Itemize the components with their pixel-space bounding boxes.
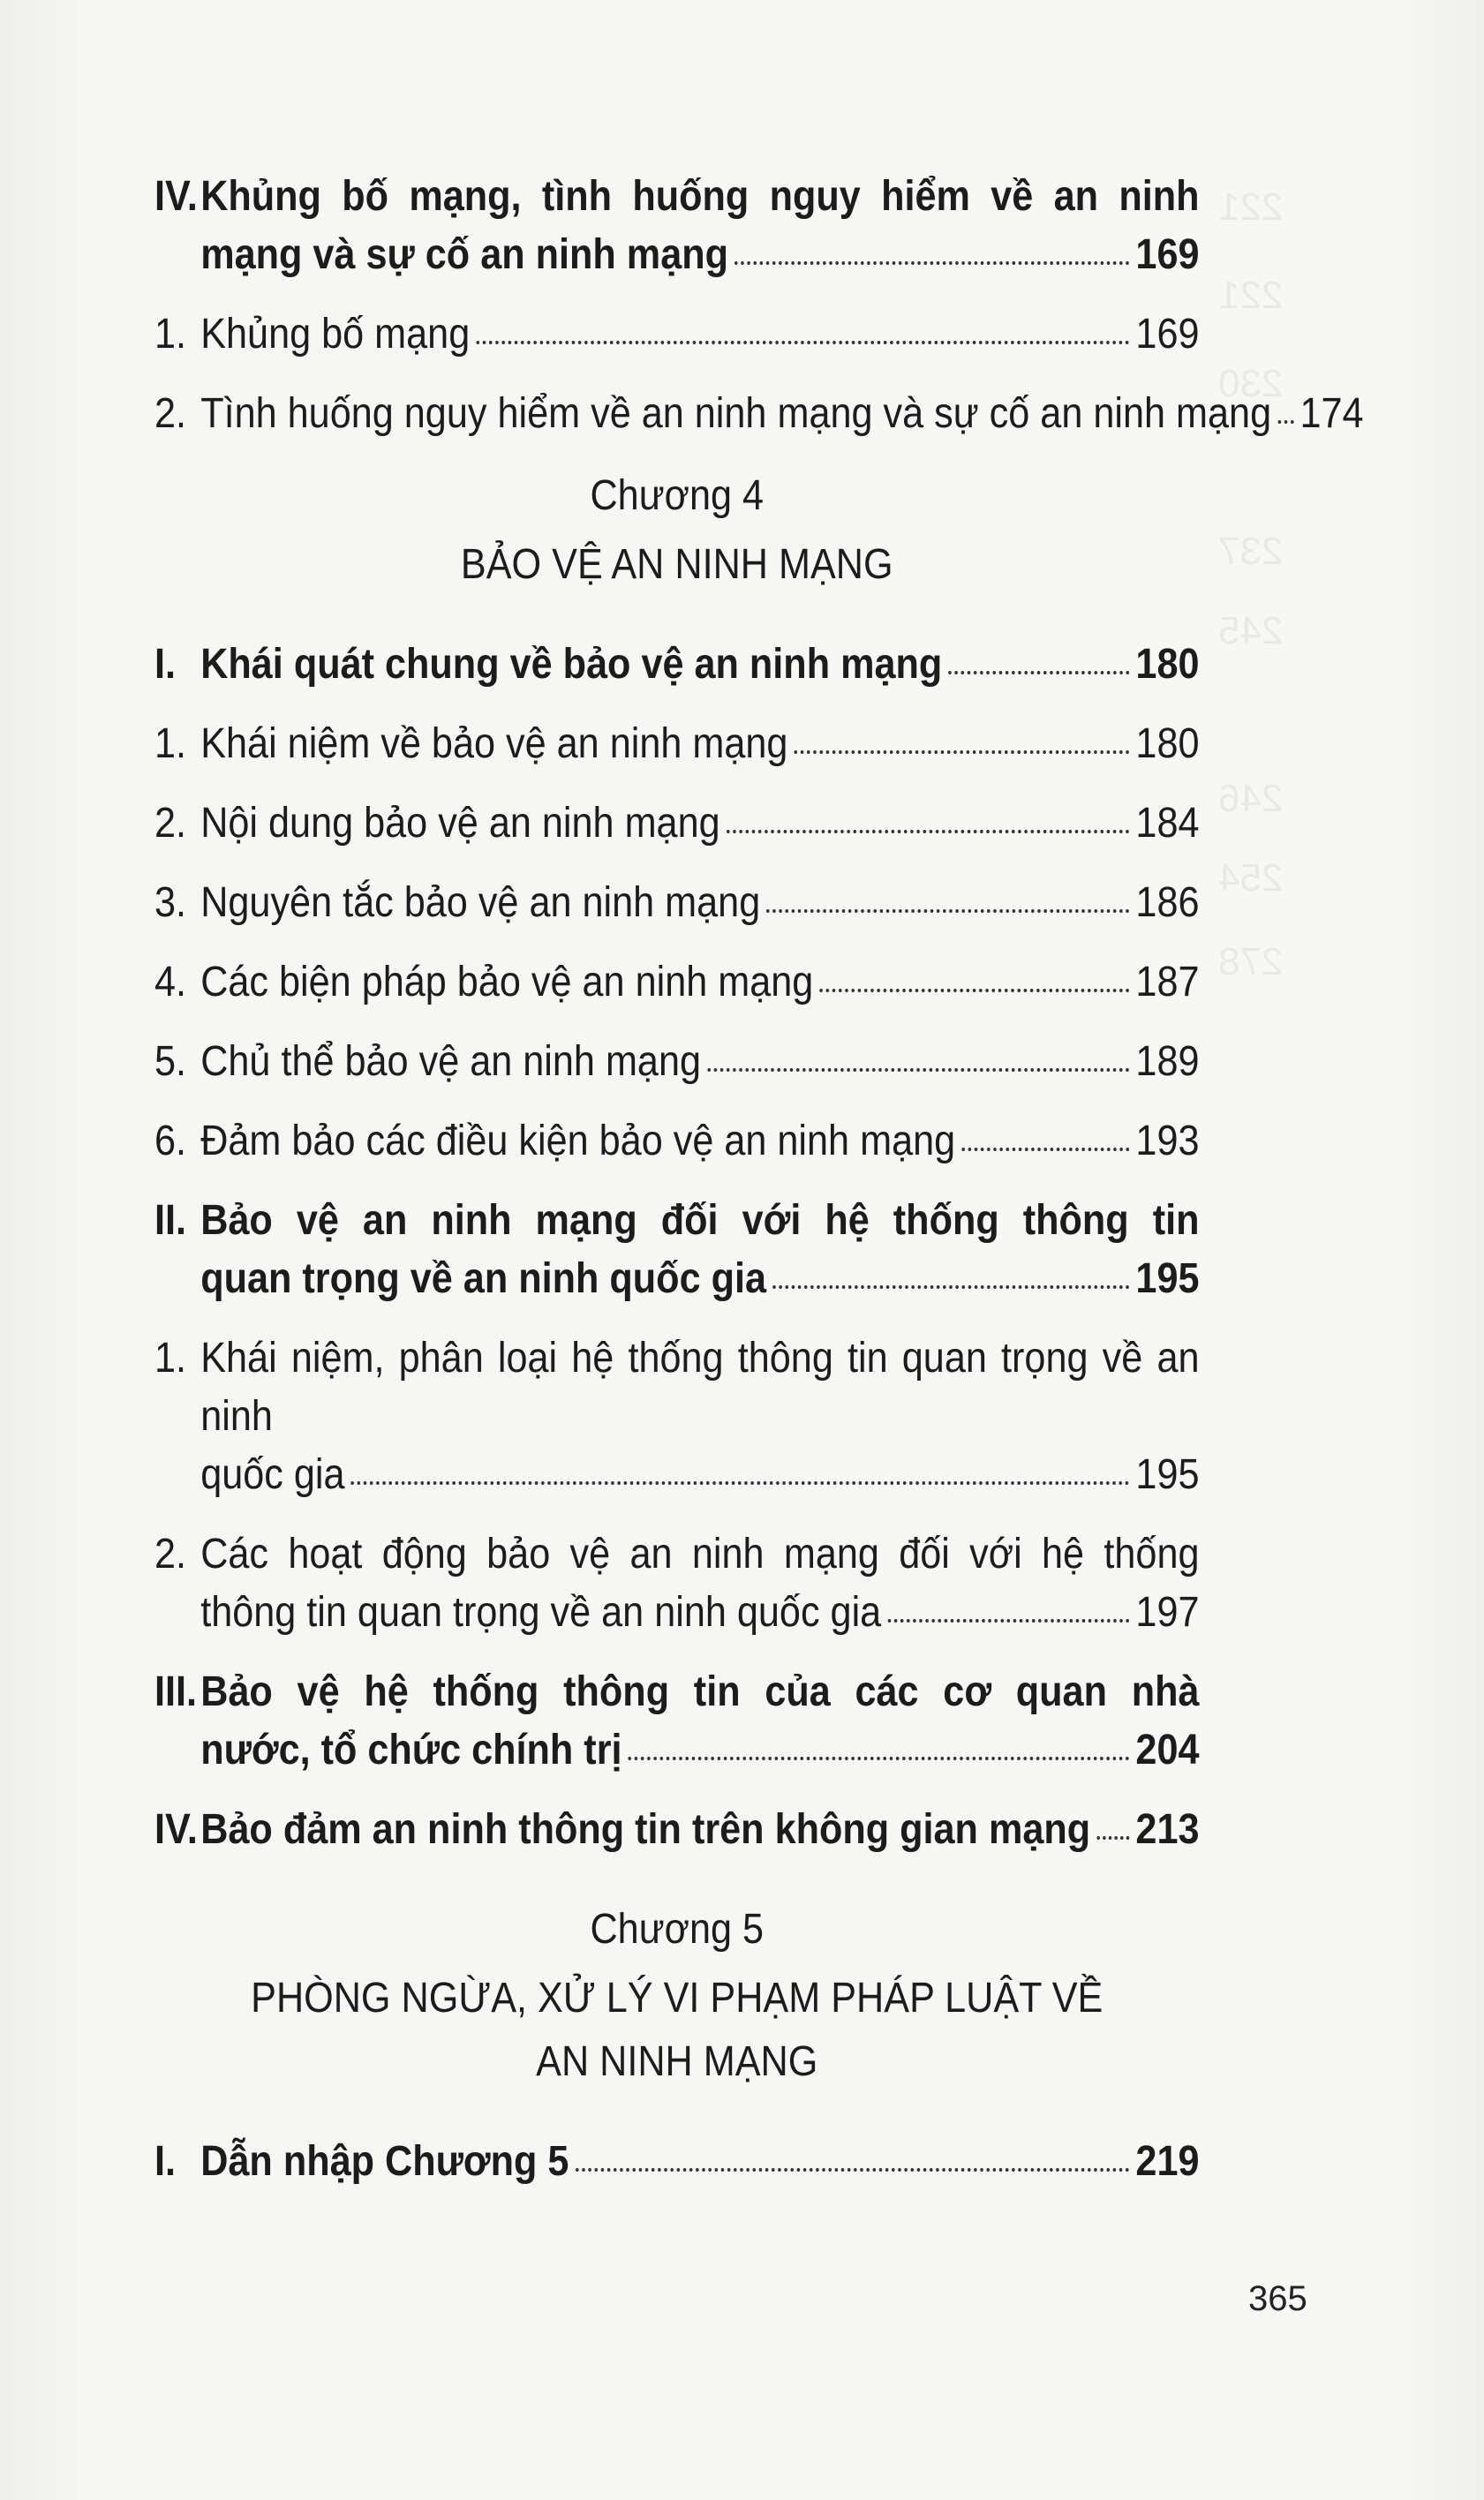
dot-leader [766, 909, 1129, 913]
toc-entry-row [154, 1112, 1200, 1171]
toc-entry-page: 195 [1135, 1255, 1200, 1302]
toc-section-chapter5 [154, 2133, 1200, 2191]
toc-entry-title-line: Bảo vệ an ninh mạng đối với hệ thống thông tin [200, 1197, 1200, 1244]
bleed-through: 221 [1218, 185, 1284, 229]
toc-entry-last-line [200, 794, 1199, 853]
toc-entry-body [200, 1112, 1199, 1171]
toc-entry-number: IV. [154, 173, 198, 220]
toc-entry-page: 180 [1135, 720, 1200, 767]
toc-entry-title: thông tin quan trọng về an ninh quốc gia [200, 1589, 882, 1636]
dot-leader [820, 989, 1130, 992]
toc-entry-number: 2. [154, 1531, 187, 1578]
toc-entry-body [200, 1192, 1199, 1308]
toc-entry-last-line [200, 1801, 1199, 1859]
toc-entry [154, 1801, 1200, 1859]
toc-entry-last-line [200, 1584, 1199, 1642]
toc-entry-last-line [200, 305, 1199, 364]
toc-entry-row [154, 1033, 1200, 1091]
toc-entry-title: nước, tổ chức chính trị [200, 1727, 622, 1773]
toc-entry-title: Tình huống nguy hiểm về an ninh mạng và sự cố an ninh mạng [200, 390, 1272, 437]
chapter-4-label: Chương 4 [590, 472, 765, 519]
dot-leader [887, 1619, 1129, 1623]
toc-entry-row [154, 1663, 1200, 1780]
toc-entry-body [200, 1033, 1199, 1091]
toc-entry-page: 187 [1135, 959, 1200, 1005]
toc-entry-number: II. [154, 1197, 187, 1244]
toc-entry-page: 184 [1135, 800, 1200, 847]
toc-entry-title: Khái quát chung về bảo vệ an ninh mạng [200, 641, 943, 688]
dot-leader [351, 1481, 1129, 1485]
bleed-through: 237 [1218, 530, 1284, 573]
toc-entry-title-line: Các hoạt động bảo vệ an ninh mạng đối với hệ thống [200, 1531, 1200, 1578]
toc-entry-last-line [200, 715, 1199, 773]
page-number: 365 [1248, 2279, 1307, 2318]
toc-entry-last-line [200, 1112, 1199, 1171]
toc-entry-page: 219 [1135, 2138, 1200, 2185]
dot-leader [961, 1148, 1129, 1151]
toc-entry-number: IV. [154, 1806, 198, 1853]
toc-entry-row [154, 715, 1200, 773]
toc-entry-body [200, 874, 1199, 932]
bleed-through: 245 [1218, 609, 1284, 652]
toc-entry [154, 953, 1200, 1012]
toc-entry-title-line: Khái niệm, phân loại hệ thống thông tin quan trọng về an ninh [200, 1335, 1200, 1440]
toc-entry [154, 1525, 1200, 1642]
toc-entry-title: Bảo đảm an ninh thông tin trên không gian mạng [200, 1806, 1091, 1853]
toc-entry-row [154, 636, 1200, 694]
toc-entry-last-line [200, 1721, 1199, 1780]
dot-leader [949, 671, 1130, 674]
toc-entry [154, 2133, 1200, 2191]
toc-entry-page: 189 [1135, 1038, 1200, 1085]
toc-entry-row [154, 1525, 1200, 1642]
toc-entry-title: Dẫn nhập Chương 5 [200, 2138, 569, 2185]
toc-entry-page: 186 [1135, 879, 1200, 926]
toc-entry-last-line [200, 1446, 1199, 1504]
bleed-through: 254 [1218, 856, 1284, 900]
dot-leader [1096, 1836, 1129, 1840]
toc-entry-row [154, 794, 1200, 853]
toc-entry-title: quan trọng về an ninh quốc gia [200, 1255, 767, 1302]
dot-leader [576, 2168, 1130, 2172]
toc-entry-body [200, 305, 1199, 364]
toc-entry-row [154, 1192, 1200, 1308]
toc-entry-title: Khủng bố mạng [200, 311, 471, 358]
toc-entry-body [200, 168, 1199, 284]
toc-entry-title: Đảm bảo các điều kiện bảo vệ an ninh mạng [200, 1118, 956, 1164]
toc-entry-last-line [200, 2133, 1199, 2191]
dot-leader [734, 261, 1129, 265]
toc-entry-last-line [200, 874, 1199, 932]
toc-entry-body [200, 385, 1364, 443]
toc-entry-last-line [200, 226, 1199, 284]
toc-entry-page: 169 [1135, 231, 1200, 278]
toc-entry [154, 1112, 1200, 1171]
toc-entry-page: 204 [1135, 1727, 1200, 1773]
toc-entry-number: 6. [154, 1118, 187, 1164]
toc-entry-row [154, 1329, 1200, 1504]
toc-entry-last-line [200, 1033, 1199, 1091]
toc-entry-page: 213 [1135, 1806, 1200, 1853]
toc-entry-row [154, 305, 1200, 364]
toc-entry-number: III. [154, 1668, 198, 1715]
toc-entry-body [200, 1525, 1199, 1642]
chapter-4-heading [154, 464, 1200, 597]
dot-leader [629, 1757, 1130, 1760]
toc-section-chapter4 [154, 636, 1200, 1859]
toc-entry [154, 1192, 1200, 1308]
toc-entry-page: 169 [1135, 311, 1200, 358]
dot-leader [1277, 420, 1293, 424]
dot-leader [772, 1285, 1129, 1289]
toc-entry-title: Các biện pháp bảo vệ an ninh mạng [200, 959, 814, 1005]
toc-entry-page: 197 [1135, 1589, 1200, 1636]
toc-entry-title-line: Bảo vệ hệ thống thông tin của các cơ quan nhà [200, 1668, 1200, 1715]
toc-entry-last-line [200, 385, 1364, 443]
toc-entry-title: quốc gia [200, 1451, 345, 1498]
toc-entry-row [154, 2133, 1200, 2191]
toc-entry-body [200, 715, 1199, 773]
toc-entry-last-line [200, 953, 1199, 1012]
bleed-through: 221 [1218, 274, 1284, 317]
toc-entry-number: 4. [154, 959, 187, 1005]
toc-entry-row [154, 874, 1200, 932]
toc-entry [154, 1033, 1200, 1091]
toc-entry-last-line [200, 636, 1199, 694]
toc-entry-body [200, 1663, 1199, 1780]
toc-entry [154, 715, 1200, 773]
toc-entry-page: 193 [1135, 1118, 1200, 1164]
toc-entry [154, 1329, 1200, 1504]
toc-entry [154, 636, 1200, 694]
toc-entry-title: Chủ thể bảo vệ an ninh mạng [200, 1038, 702, 1085]
toc-entry-body [200, 2133, 1199, 2191]
toc-entry-number: 2. [154, 390, 187, 437]
toc-entry-title: Nguyên tắc bảo vệ an ninh mạng [200, 879, 761, 926]
bleed-through: 230 [1218, 362, 1284, 405]
toc-entry-number: 1. [154, 720, 187, 767]
toc-entry-last-line [200, 1250, 1199, 1308]
toc-entry-body [200, 1329, 1199, 1504]
toc-entry [154, 305, 1200, 364]
toc-entry [154, 874, 1200, 932]
toc-entry-body [200, 794, 1199, 853]
toc-entry-title: Nội dung bảo vệ an ninh mạng [200, 800, 720, 847]
dot-leader [795, 750, 1130, 754]
toc-entry-number: 3. [154, 879, 187, 926]
toc-entry-number: I. [154, 641, 177, 688]
dot-leader [476, 341, 1129, 344]
toc-entry-number: 1. [154, 311, 187, 358]
toc-entry [154, 385, 1364, 443]
toc-entry-title: mạng và sự cố an ninh mạng [200, 231, 728, 278]
toc-entry-title: Khái niệm về bảo vệ an ninh mạng [200, 720, 788, 767]
chapter-5-title-line-2: AN NINH MẠNG [536, 2038, 818, 2085]
chapter-5-label: Chương 5 [590, 1906, 765, 1953]
toc-entry-page: 180 [1135, 641, 1200, 688]
toc-entry [154, 794, 1200, 853]
toc-entry-body [200, 636, 1199, 694]
chapter-5-title-line-1: PHÒNG NGỪA, XỬ LÝ VI PHẠM PHÁP LUẬT VỀ [251, 1975, 1104, 2022]
toc-entry-number: 1. [154, 1335, 187, 1382]
toc-entry-page: 195 [1135, 1451, 1200, 1498]
toc-entry [154, 168, 1200, 284]
toc-entry-number: 5. [154, 1038, 187, 1085]
toc-entry-number: I. [154, 2138, 177, 2185]
bleed-through: 278 [1218, 940, 1284, 983]
toc-entry [154, 1663, 1200, 1780]
dot-leader [707, 1068, 1129, 1072]
toc-entry-number: 2. [154, 800, 187, 847]
toc-entry-body [200, 953, 1199, 1012]
toc-entry-title-line: Khủng bố mạng, tình huống nguy hiểm về an ninh [200, 173, 1200, 220]
chapter-4-title: BẢO VỆ AN NINH MẠNG [460, 541, 893, 588]
chapter-5-heading [154, 1898, 1200, 2094]
bleed-through: 246 [1218, 777, 1284, 820]
toc-entry-page: 174 [1299, 390, 1364, 437]
toc-entry-row [154, 168, 1200, 284]
toc-entry-body [200, 1801, 1199, 1859]
dot-leader [727, 830, 1129, 833]
toc-entry-row [154, 1801, 1200, 1859]
toc-entry-row [154, 385, 1364, 443]
toc-entry-row [154, 953, 1200, 1012]
